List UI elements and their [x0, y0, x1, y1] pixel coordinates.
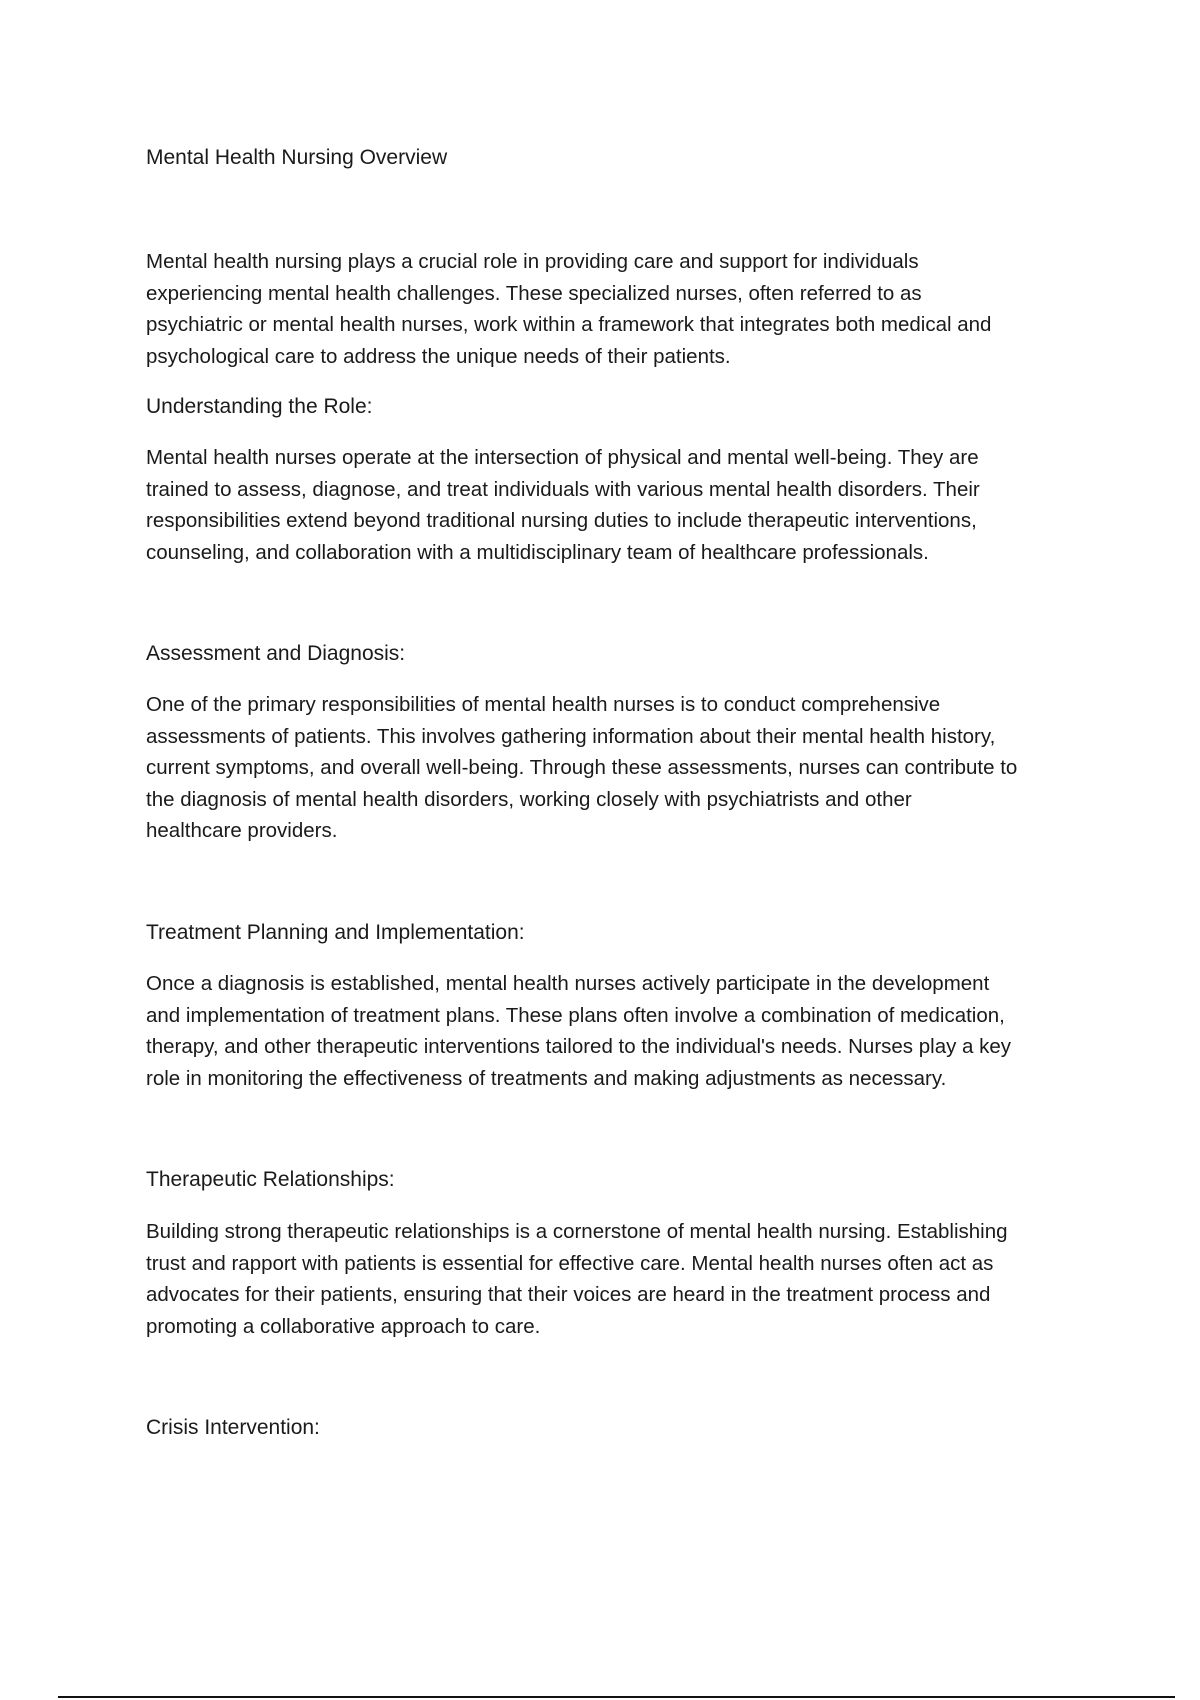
paragraph-assessment-and-diagnosis: One of the primary responsibilities of mental health nurses is to conduct comprehensive assessments of patients. This involves gathering information about their mental health history, current symptoms, and overall well-being. Through these assessments, nurses can contribute to the diagnosis of mental health disorders, working closely with psychiatrists and other healthcare providers. [146, 693, 1018, 842]
heading-assessment-and-diagnosis: Assessment and Diagnosis: [146, 642, 406, 665]
heading-therapeutic-relationships: Therapeutic Relationships: [146, 1168, 395, 1191]
intro-paragraph: Mental health nursing plays a crucial role in providing care and support for individuals experiencing mental health challenges. These specialized nurses, often referred to as psychiatric or mental health nurses, work within a framework that integrates both medical and psychological care to address the unique needs of their patients. [146, 250, 992, 368]
bottom-divider [58, 1696, 1175, 1698]
heading-treatment-planning: Treatment Planning and Implementation: [146, 921, 525, 944]
paragraph-therapeutic-relationships: Building strong therapeutic relationships is a cornerstone of mental health nursing. Establishing trust and rapport with patients is essential for effective care. Mental health nurses often act as advocates for their patients, ensuring that their voices are heard in the treatment process and promoting a collaborative approach to care. [146, 1220, 1008, 1338]
heading-understanding-the-role: Understanding the Role: [146, 395, 373, 418]
heading-crisis-intervention: Crisis Intervention: [146, 1416, 320, 1439]
paragraph-understanding-the-role: Mental health nurses operate at the intersection of physical and mental well-being. They are trained to assess, diagnose, and treat individuals with various mental health disorders. Their responsibilities extend beyond traditional nursing duties to include therapeutic interventions, counseling, and collaboration with a multidisciplinary team of healthcare professionals. [146, 446, 980, 564]
paragraph-treatment-planning: Once a diagnosis is established, mental health nurses actively participate in the development and implementation of treatment plans. These plans often involve a combination of medication, therapy, and other therapeutic interventions tailored to the individual's needs. Nurses play a key role in monitoring the effectiveness of treatments and making adjustments as necessary. [146, 972, 1012, 1090]
document-title: Mental Health Nursing Overview [146, 146, 448, 169]
